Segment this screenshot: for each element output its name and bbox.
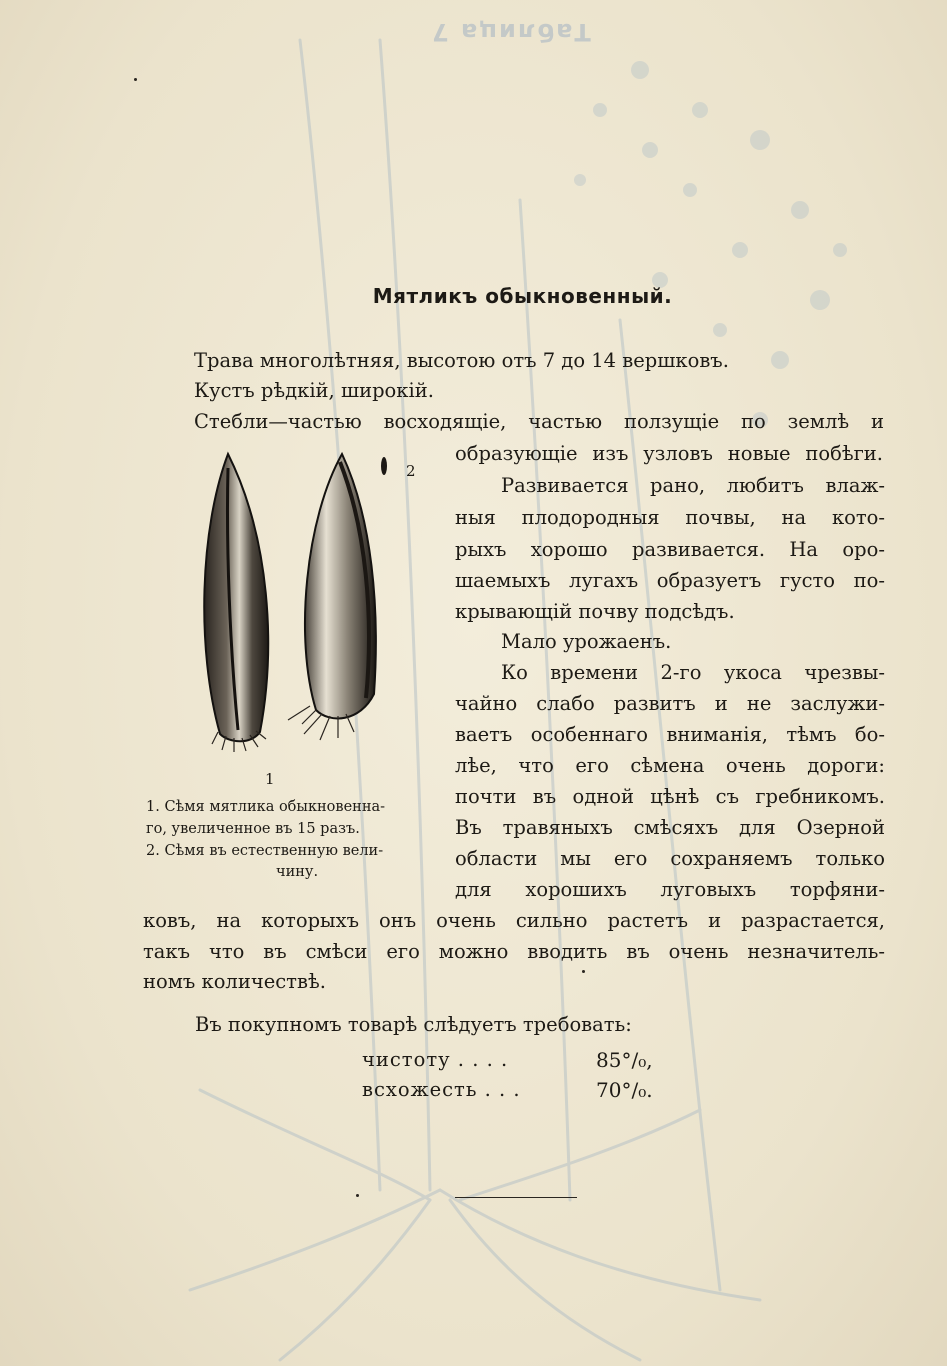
requirement-label-purity: чистоту . . . . — [362, 1048, 509, 1071]
text-line: для хорошихъ луговыхъ торфяни- — [455, 878, 885, 901]
figure-label-1: 1 — [265, 770, 275, 788]
end-rule — [455, 1197, 577, 1198]
text-line: Въ травяныхъ смѣсяхъ для Озерной — [455, 816, 885, 839]
text-line: Стебли—частью восходящіе, частью ползущіе по землѣ и — [194, 410, 884, 433]
text-line: образующіе изъ узловъ новые побѣги. — [455, 442, 883, 465]
requirement-label-germination: всхожесть . . . — [362, 1078, 521, 1101]
article-title: Мятликъ обыкновенный. — [372, 284, 673, 308]
text-line: Въ покупномъ товарѣ слѣдуетъ требовать: — [195, 1013, 632, 1036]
text-line: ваетъ особеннаго вниманія, тѣмъ бо- — [455, 723, 885, 746]
figure-caption-line: 1. Сѣмя мятлика обыкновенна- — [146, 799, 386, 815]
speck — [582, 970, 585, 973]
figure-label-2: 2 — [406, 462, 416, 480]
speck — [134, 78, 137, 81]
text-line: области мы его сохраняемъ только — [455, 847, 885, 870]
text-line: такъ что въ смѣси его можно вводить въ очень незначитель- — [143, 940, 885, 963]
text-line: рыхъ хорошо развивается. На оро- — [455, 538, 885, 561]
text-line: лѣе, что его сѣмена очень дороги: — [455, 754, 885, 777]
text-line: номъ количествѣ. — [143, 970, 326, 993]
requirement-value-purity: 85°/₀, — [596, 1048, 653, 1072]
text-line: ныя плодородныя почвы, на кото- — [455, 506, 885, 529]
text-line: чайно слабо развитъ и не заслужи- — [455, 692, 885, 715]
text-line: ковъ, на которыхъ онъ очень сильно растетъ и разрастается, — [143, 909, 885, 932]
text-line: шаемыхъ лугахъ образуетъ густо по- — [455, 569, 885, 592]
text-line: Ко времени 2-го укоса чрезвы- — [501, 661, 885, 684]
show-through-heading: Таблица 7 — [430, 18, 591, 46]
text-line: Развивается рано, любитъ влаж- — [501, 474, 885, 497]
figure-caption-line: го, увеличенное въ 15 разъ. — [146, 821, 360, 837]
seed-figure — [190, 448, 390, 768]
requirement-value-germination: 70°/₀. — [596, 1078, 653, 1102]
text-line: Кустъ рѣдкій, широкій. — [194, 379, 434, 402]
figure-caption-line: чину. — [276, 864, 319, 880]
text-line: крывающій почву подсѣдъ. — [455, 600, 735, 623]
text-line: почти въ одной цѣнѣ съ гребникомъ. — [455, 785, 885, 808]
speck — [356, 1194, 359, 1197]
text-line: Трава многолѣтняя, высотою отъ 7 до 14 вершковъ. — [194, 349, 729, 372]
text-line: Мало урожаенъ. — [501, 630, 672, 653]
figure-caption-line: 2. Сѣмя въ естественную вели- — [146, 843, 384, 859]
